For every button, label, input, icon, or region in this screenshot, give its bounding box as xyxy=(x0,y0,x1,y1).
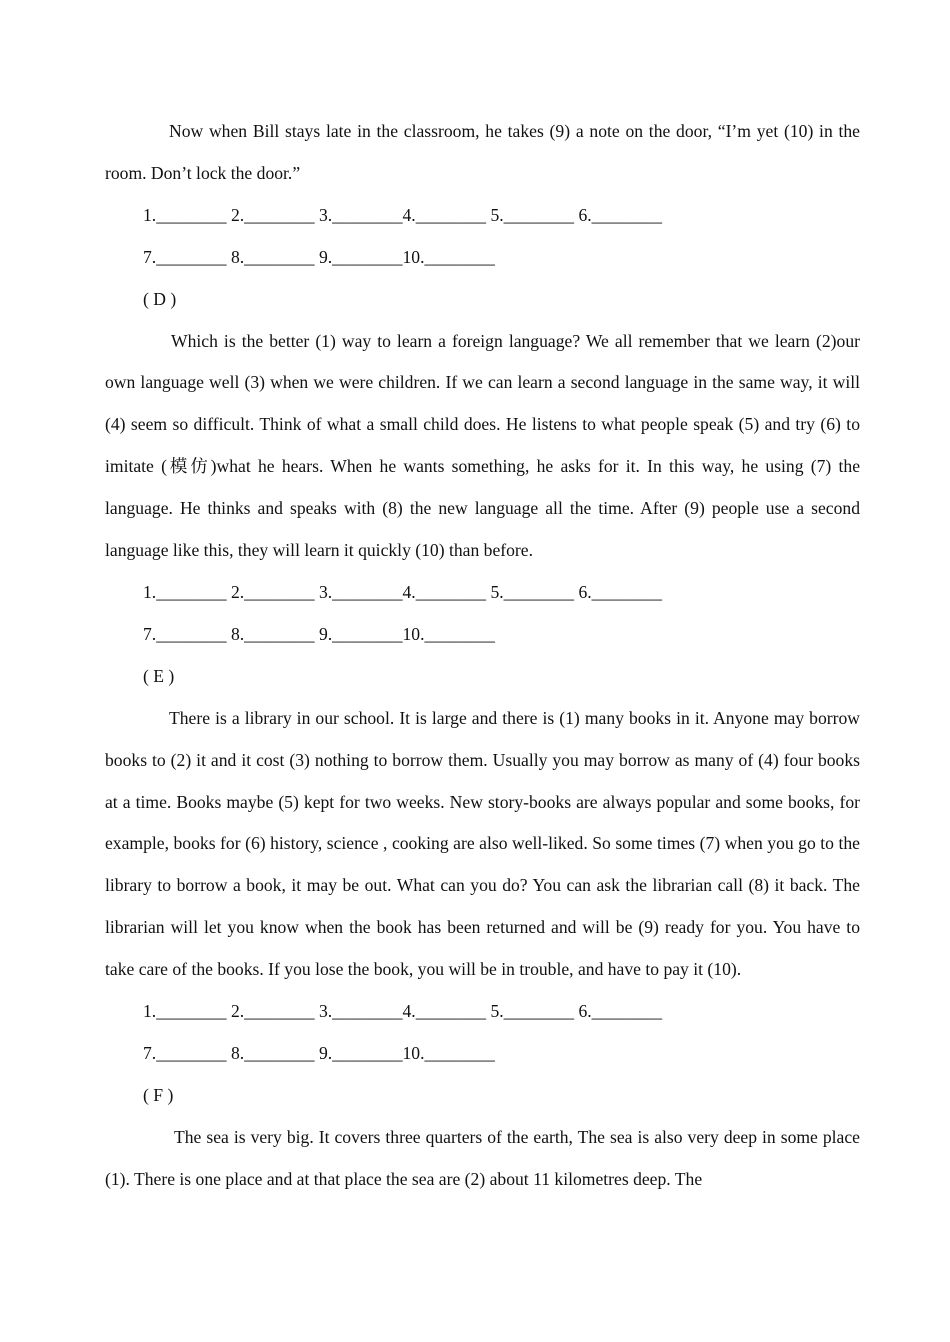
section-d-answer-row-1: 1.________ 2.________ 3.________4.________ 5.________ 6.________ xyxy=(143,581,663,602)
section-c-paragraph: Now when Bill stays late in the classroom, he takes (9) a note on the door, “I’m yet (10) in the room. Don’t lock the door.” xyxy=(105,121,860,183)
section-e-paragraph: There is a library in our school. It is large and there is (1) many books in it. Anyone may borrow books to (2) it and it cost (3) nothing to borrow them. Usually you may borrow as many of (4) four books at a time. Books maybe (5) kept for two weeks. New story-books are always popular and some books, for example, books for (6) history, science , cooking are also well-liked. So some times (7) when you go to the library to borrow a book, it may be out. What can you do? You can ask the librarian call (8) it back. The librarian will let you know when the book has been returned and will be (9) ready for you. You have to take care of the books. If you lose the book, you will be in trouble, and have to pay it (10). xyxy=(105,707,860,980)
section-d-label: ( D ) xyxy=(143,288,177,309)
section-f-paragraph: The sea is very big. It covers three quarters of the earth, The sea is also very deep in some place (1). There is one place and at that place the sea are (2) about 11 kilometres deep. The xyxy=(105,1126,860,1189)
section-c-answer-row-2: 7.________ 8.________ 9.________10.________ xyxy=(143,246,495,267)
section-f-label: ( F ) xyxy=(143,1084,174,1105)
section-e-answer-row-1: 1.________ 2.________ 3.________4.________ 5.________ 6.________ xyxy=(143,1001,663,1022)
section-d-answer-row-2: 7.________ 8.________ 9.________10.________ xyxy=(143,623,495,644)
section-e-label: ( E ) xyxy=(143,665,175,686)
document-page xyxy=(105,111,860,1201)
section-e-answer-row-2: 7.________ 8.________ 9.________10.________ xyxy=(143,1042,495,1063)
section-d-paragraph: Which is the better (1) way to learn a foreign language? We all remember that we learn (2)our own language well (3) when we were children. If we can learn a second language in the same way, it will (4) seem so difficult. Think of what a small child does. He listens to what people speak (5) and try (6) to imitate (模仿)what he hears. When he wants something, he asks for it. In this way, he using (7) the language. He thinks and speaks with (8) the new language all the time. After (9) people use a second language like this, they will learn it quickly (10) than before. xyxy=(105,330,860,561)
section-c-answer-row-1: 1.________ 2.________ 3.________4.________ 5.________ 6.________ xyxy=(143,204,663,225)
